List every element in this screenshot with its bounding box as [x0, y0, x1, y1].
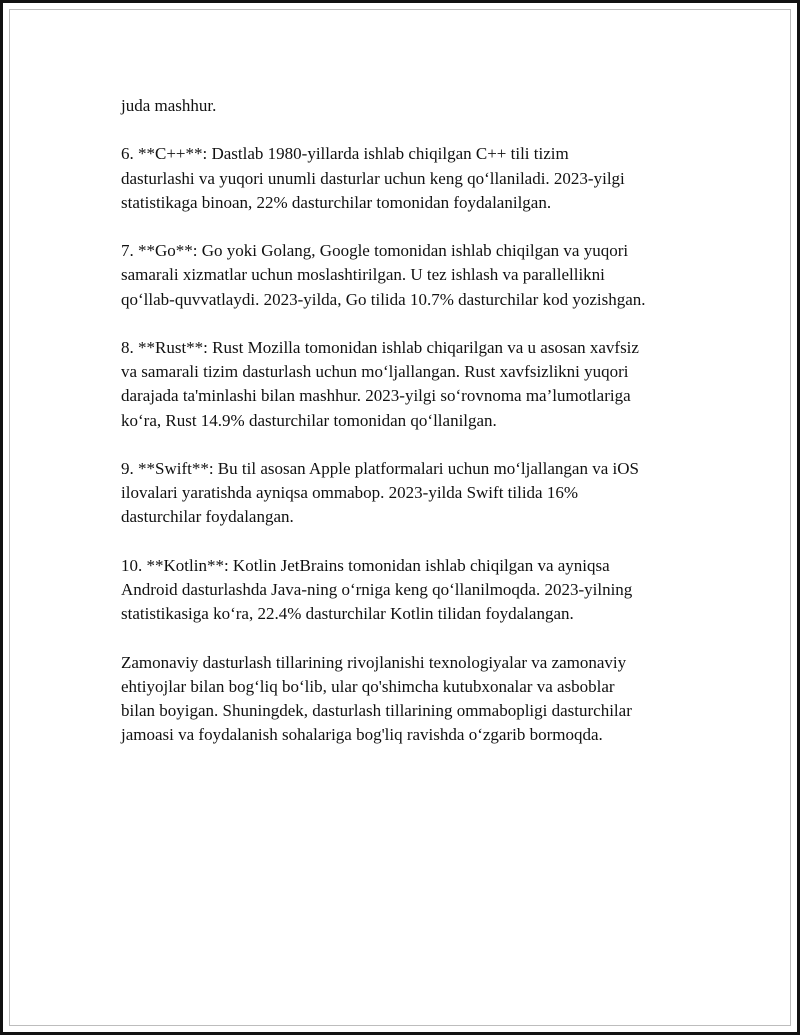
paragraph-kotlin: 10. **Kotlin**: Kotlin JetBrains tomonidan ishlab chiqilgan va ayniqsa Android dasturlashda Java-ning o‘rniga keng qo‘llanilmoqda. 2023-yilning statistikasiga ko‘ra, 22.4% dasturchilar Kotlin tilidan foydalangan.	[121, 555, 633, 624]
paragraph-rust: 8. **Rust**: Rust Mozilla tomonidan ishlab chiqarilgan va u asosan xavfsiz va samarali tizim dasturlash uchun mo‘ljallangan. Rust xavfsizlikni yuqori darajada ta'minlashi bilan mashhur. 2023-yilgi so‘rovnoma ma’lumotlariga ko‘ra, Rust 14.9% dasturchilar tomonidan qo‘llanilgan.	[121, 337, 639, 430]
paragraph-continuation: juda mashhur.	[121, 96, 217, 115]
paragraph-go: 7. **Go**: Go yoki Golang, Google tomonidan ishlab chiqilgan va yuqori samarali xizmatlar uchun moslashtirilgan. U tez ishlash va parallellikni qo‘llab-quvvatlaydi. 2023-yilda, Go tilida 10.7% dasturchilar kod yozishgan.	[121, 241, 646, 309]
paragraph-swift: 9. **Swift**: Bu til asosan Apple platformalari uchun mo‘ljallangan va iOS ilovalari yaratishda ayniqsa ommabop. 2023-yilda Swift tilida 16% dasturchilar foydalangan.	[121, 458, 639, 527]
paragraph-conclusion: Zamonaviy dasturlash tillarining rivojlanishi texnologiyalar va zamonaviy ehtiyojlar bilan bog‘liq bo‘lib, ular qo'shimcha kutubxonalar va asboblar bilan boyigan. Shuningdek, dasturlash tillarining ommabopligi dasturchilar jamoasi va foydalanish sohalariga bog'liq ravishda o‘zgarib bormoqda.	[121, 652, 632, 745]
paragraph-cpp: 6. **C++**: Dastlab 1980-yillarda ishlab chiqilgan C++ tili tizim dasturlashi va yuqori unumli dasturlar uchun keng qo‘llaniladi. 2023-yilgi statistikaga binoan, 22% dasturchilar tomonidan foydalanilgan.	[121, 144, 625, 212]
document-body	[121, 94, 721, 747]
